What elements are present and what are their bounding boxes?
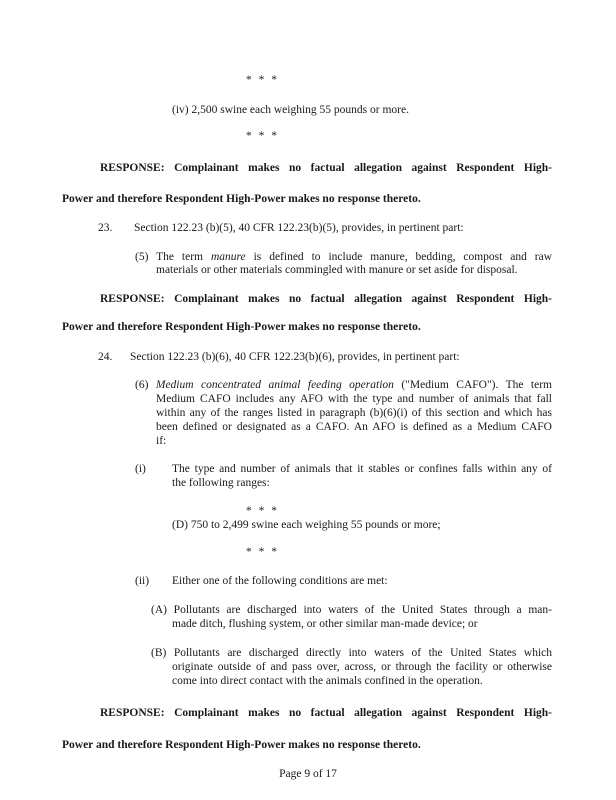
defined-term: manure (210, 251, 246, 263)
paragraph-text: Section 122.23 (b)(5), 40 CFR 122.23(b)(5), provides, in pertinent part: (134, 222, 464, 234)
condition-line: made ditch, flushing system, or other similar man-made device; or (172, 618, 478, 630)
response-line: Power and therefore Respondent High-Power makes no response thereto. (62, 739, 421, 751)
paragraph-text: Section 122.23 (b)(6), 40 CFR 122.23(b)(6), provides, in pertinent part: (130, 351, 460, 363)
ellipsis-stars: * * * (246, 130, 279, 142)
condition-line: (B) Pollutants are discharged directly into waters of the United States which (151, 647, 552, 659)
definition-label: (6) (135, 379, 149, 391)
ellipsis-stars: * * * (246, 505, 279, 517)
subsection-label: (ii) (135, 575, 150, 587)
condition-line: originate outside of and pass over, across, or through the facility or otherwise (172, 661, 552, 673)
ellipsis-stars: * * * (246, 74, 279, 86)
quoted-definition-line: within any of the ranges listed in paragraph (b)(6)(i) of this section and which has (156, 407, 552, 419)
condition-line: (A) Pollutants are discharged into waters of the United States through a man- (151, 604, 552, 616)
definition-text: ("Medium CAFO"). The term (401, 379, 552, 391)
defined-term: Medium concentrated animal feeding operation (155, 379, 394, 391)
definition-label: (5) The term (135, 251, 204, 263)
quoted-definition-line: materials or other materials commingled with manure or set aside for disposal. (156, 264, 518, 276)
definition-text: is defined to include manure, bedding, compost and raw (253, 251, 553, 263)
response-line: RESPONSE: Complainant makes no factual allegation against Respondent High- (100, 293, 552, 305)
response-line: RESPONSE: Complainant makes no factual allegation against Respondent High- (100, 707, 552, 719)
subsection-label: (i) (135, 463, 146, 475)
subsection-text: The type and number of animals that it stables or confines falls within any of (172, 463, 552, 475)
quoted-definition-line: Medium CAFO includes any AFO with the type and number of animals that fall (156, 393, 552, 405)
paragraph-number: 24. (98, 351, 113, 363)
paragraph-number: 23. (98, 222, 113, 234)
quoted-definition-line: been defined or designated as a CAFO. An AFO is defined as a Medium CAFO (156, 421, 552, 433)
quoted-definition-line (135, 250, 552, 264)
response-line: RESPONSE: Complainant makes no factual allegation against Respondent High- (100, 162, 552, 174)
quoted-definition-line (135, 378, 552, 392)
subsection-text: the following ranges: (172, 477, 270, 489)
response-line: Power and therefore Respondent High-Power makes no response thereto. (62, 321, 421, 333)
ellipsis-stars: * * * (246, 546, 279, 558)
subsection-text: Either one of the following conditions are met: (172, 575, 388, 587)
quoted-item-D: (D) 750 to 2,499 swine each weighing 55 pounds or more; (172, 519, 441, 531)
quoted-item-iv: (iv) 2,500 swine each weighing 55 pounds or more. (172, 104, 409, 116)
response-line: Power and therefore Respondent High-Power makes no response thereto. (62, 193, 421, 205)
quoted-definition-line: if: (156, 435, 167, 447)
condition-line: come into direct contact with the animals confined in the operation. (172, 675, 483, 687)
page-number: Page 9 of 17 (279, 768, 337, 780)
